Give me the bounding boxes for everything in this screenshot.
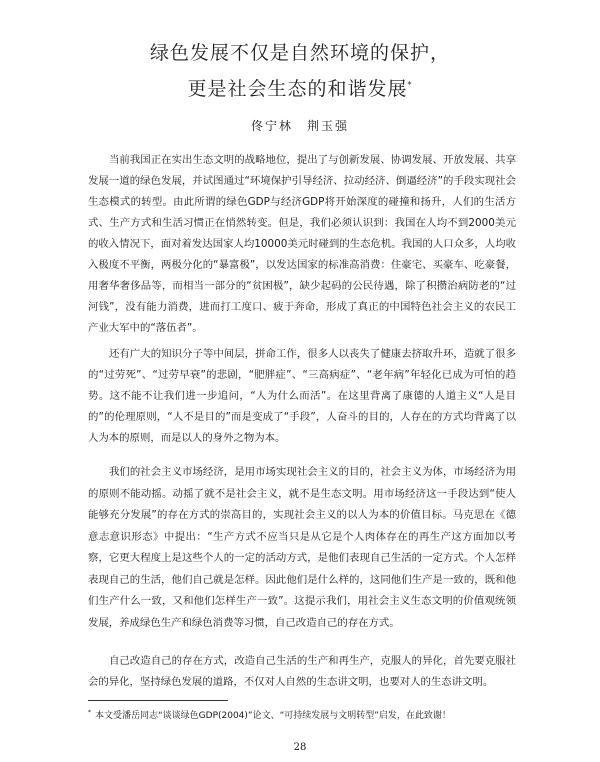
- page-number: 28: [293, 742, 307, 753]
- paragraph-1: 当前我国正在实出生态文明的战略地位，提出了与创新发展、协调发展、开放发展、共享发展一道的绿色发展，并试图通过“环境保护引导经济、拉动经济、倒逼经济”的手段实现社会生态模式的转型。由此所谓的绿色GDP与经济GDP将开始深度的碰撞和扬升，人们的生活方式、生产方式和生活习惯正在悄然转变。但是，我们必须认识到：我国在人均不到2000美元的收入情况下，面对着发达国家人均10000美元时碰到的生态危机。我国的人口众多，人均收入极度不平衡，两极分化的“暴富极”，以发达国家的标准高消费：住豪宅、买豪车、吃豪餐，用奢华奢侈品等，而相当一部分的“贫困极”，缺少起码的公民待遇，除了积攒治病防老的“过河钱”，没有能力消费，进而打工度口、疲于奔命，形成了真正的中国特色社会主义的农民工产业大军中的“落伍者”。: [88, 154, 516, 334]
- footnote-text: 本文受潘岳同志“谈谈绿色GDP(2004)”论文、“可持续发展与文明转型”启发，在此致谢！: [95, 711, 451, 721]
- author-names: 佟宁林 荆玉强: [250, 119, 349, 133]
- footnote-marker: *: [88, 709, 91, 716]
- article-title-line-2: [0, 74, 600, 101]
- title-footnote-marker: *: [407, 80, 413, 90]
- footnote: [88, 706, 516, 723]
- footnote-divider: [88, 700, 228, 701]
- paragraph-2: 还有广大的知识分子等中间层，拼命工作，很多人以丧失了健康去挤取升环，造就了很多的“过劳死”、“过劳早衰”的悲剧，“肥胖症”、“三高病症”、“老年病”年轻化已成为可怕的趋势。这不能不让我们进一步追问，“人为什么而活”。在这里背离了康德的人道主义“人是目的”的伦理原则，“人不是目的”而是变成了“手段”，人奋斗的目的，人存在的方式均背离了以人为本的原则，而是以人的身外之物为本。: [88, 348, 516, 444]
- title-line-2-text: 更是社会生态的和谐发展: [187, 78, 408, 100]
- paragraph-3: 我们的社会主义市场经济，是用市场实现社会主义的目的，社会主义为体，市场经济为用的原则不能动摇。动摇了就不是社会主义，就不是生态文明。用市场经济这一手段达到“使人能够充分发展”的存在方式的崇高目的，实现社会主义的以人为本的价值目标。马克思在《德意志意识形态》中提出：“生产方式不应当只是从它是个人肉体存在的再生产这方面加以考察，它更大程度上是这些个人的一定的活动方式，是他们表现自己生活的一定方式。个人怎样表现自己的生活，他们自己就是怎样。因此他们是什么样的，这同他们生产是一致的，既和他们生产什么一致，又和他们怎样生产一致”。这提示我们，用社会主义生态文明的价值观统领发展，养成绿色生产和绿色消费等习惯，自己改造自己的存在方式。: [88, 466, 516, 629]
- paragraph-4: 自己改造自己的存在方式，改造自己生活的生产和再生产，克服人的异化，首先要克服社会的异化，坚持绿色发展的道路，不仅对人自然的生态讲文明，也要对人的生态讲文明。: [88, 655, 516, 688]
- article-title-line-1: 绿色发展不仅是自然环境的保护，: [149, 42, 450, 64]
